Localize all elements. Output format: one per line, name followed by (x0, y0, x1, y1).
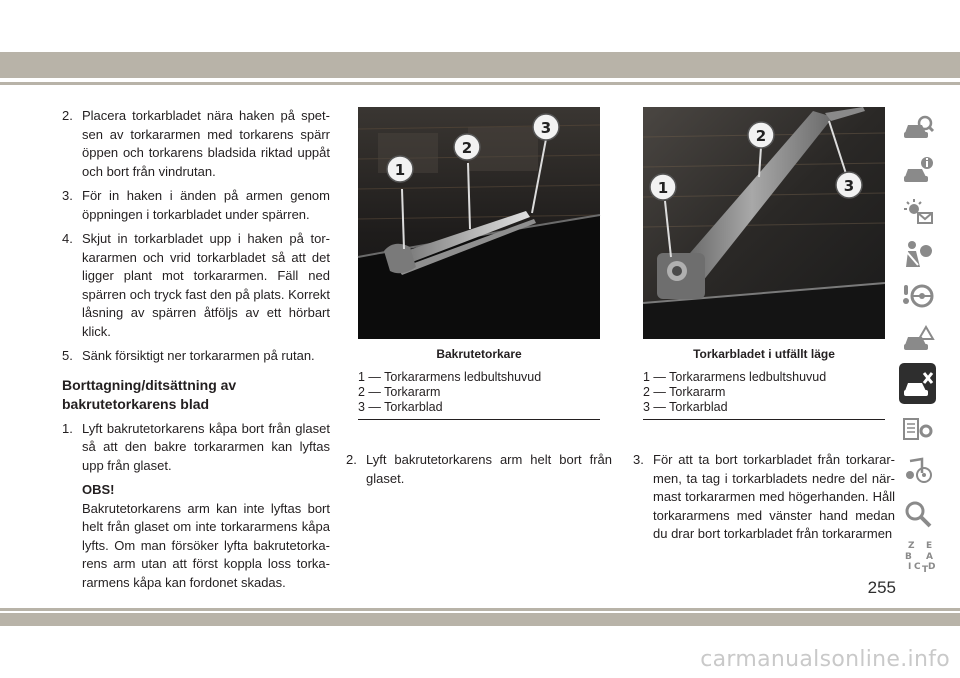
step-text: Placera torkarbladet nära haken på spetsen av torkararmen med torkarens spärr öppen och torkarens bladsida riktad uppåt och bort från vindrutan. (82, 108, 330, 179)
step-text: Sänk försiktigt ner torkararmen på rutan. (82, 348, 315, 363)
callout-1: 1 (657, 179, 669, 197)
step-3 (62, 187, 330, 224)
step-number: 3. (633, 452, 644, 467)
callout-2: 2 (461, 139, 473, 157)
section-heading: Borttagning/ditsättning av bakrutetorkarens blad (62, 376, 237, 412)
tab-media[interactable] (899, 451, 936, 492)
car-service-tools-icon (902, 369, 934, 399)
steering-wheel-icon (902, 281, 934, 311)
tab-index-search[interactable] (899, 493, 936, 534)
note-box (62, 481, 330, 592)
middle-column (346, 451, 612, 494)
left-column (62, 107, 330, 592)
index-letter: Z (907, 540, 915, 551)
step-text: För att ta bort torkarbladet från torkararmen, ta tag i torkarbladets nedre del närmast torkararmen med högerhanden. Håll torkararmens med vänster hand medan du drar bort torkarbladet från torkararmen (653, 452, 895, 541)
legend-item: 1 — Torkararmens ledbultshuvud (643, 370, 827, 384)
step-text: Skjut in torkarbladet upp i haken på torkararmen och vrid torkarbladet så att det ligger plant mot torkararmen. Fäll ned spärren och tryck fast den på plats. Korrekt låsning av spärren åtföljs av ett hörbart klick. (82, 231, 330, 339)
footer-bar (0, 613, 960, 626)
magnifier-index-icon (902, 499, 934, 529)
wiper-blade-raised-photo (643, 107, 885, 339)
callout-3: 3 (843, 177, 855, 195)
step-number: 4. (62, 231, 73, 246)
note-label: OBS! (82, 482, 115, 497)
step-number: 1. (62, 420, 73, 436)
step-4 (62, 230, 330, 341)
step-number: 3. (62, 188, 73, 203)
alphabet-index-icon (902, 539, 934, 573)
legend-item: 3 — Torkarblad (643, 400, 728, 414)
right-column (633, 451, 895, 550)
page-number: 255 (867, 578, 896, 597)
step-text: Lyft bakrutetorkarens arm helt bort från glaset. (366, 452, 612, 486)
warning-lights-icon (902, 197, 934, 227)
tab-specifications[interactable] (899, 409, 936, 450)
step-text: För in haken i änden på armen genom öppningen i torkarbladet under spärren. (82, 188, 330, 222)
figure-caption: Bakrutetorkare (436, 347, 522, 361)
tab-car-service[interactable] (899, 363, 936, 404)
tab-alphabet-index[interactable] (899, 535, 936, 576)
rear-wiper-photo (358, 107, 600, 339)
seatbelt-airbag-icon (902, 239, 934, 269)
specifications-gear-icon (902, 415, 934, 445)
step-number: 2. (62, 108, 73, 123)
figure-legend (643, 370, 885, 420)
footer-rule (0, 608, 960, 611)
callout-3: 3 (540, 119, 552, 137)
watermark: carmanualsonline.info (700, 647, 950, 672)
callout-2: 2 (755, 127, 767, 145)
tab-car-search[interactable] (899, 107, 936, 148)
step-2 (62, 107, 330, 181)
step-number: 2. (346, 452, 357, 467)
header-rule (0, 82, 960, 85)
tab-car-hazard[interactable] (899, 317, 936, 358)
index-letter: C (913, 561, 921, 572)
callout-1: 1 (394, 161, 406, 179)
index-letter: T (921, 564, 928, 575)
top-margin (0, 0, 960, 52)
step-5 (62, 347, 330, 366)
legend-item: 2 — Torkararm (358, 385, 441, 399)
legend-item: 2 — Torkararm (643, 385, 726, 399)
tab-car-info[interactable] (899, 149, 936, 190)
index-letter: D (927, 561, 935, 572)
car-hazard-icon (902, 323, 934, 353)
figure-wiper-blade-raised (643, 107, 885, 420)
step-1 (62, 420, 330, 476)
tab-seatbelt-airbag[interactable] (899, 233, 936, 274)
index-letter: E (925, 540, 932, 551)
legend-item: 1 — Torkararmens ledbultshuvud (358, 370, 542, 384)
index-letter: I (907, 561, 911, 572)
car-info-icon (902, 155, 934, 185)
index-letter: A (925, 551, 933, 562)
step-3-rear (633, 451, 895, 544)
tab-steering-wheel[interactable] (899, 275, 936, 316)
legend-item: 3 — Torkarblad (358, 400, 443, 414)
step-2-rear (346, 451, 612, 488)
tab-warning-lights[interactable] (899, 191, 936, 232)
figure-rear-wiper (358, 107, 600, 420)
note-text: Bakrutetorkarens arm kan inte lyftas bort helt från glaset om inte torkararmens kåpa lyfts. Om man försöker lyfta bakrutetorkarens arm utan att först koppla loss torkararmens kåpa kan fordonet skadas. (82, 500, 330, 590)
media-navigation-icon (902, 457, 934, 487)
step-number: 5. (62, 348, 73, 363)
step-text: Lyft bakrutetorkarens kåpa bort från glaset så att den bakre torkararmen kan lyftas upp från glaset. (82, 420, 330, 473)
index-letter: B (904, 551, 912, 562)
figure-legend (358, 370, 600, 420)
car-search-icon (902, 113, 934, 143)
header-bar (0, 52, 960, 78)
figure-caption: Torkarbladet i utfällt läge (693, 347, 835, 361)
